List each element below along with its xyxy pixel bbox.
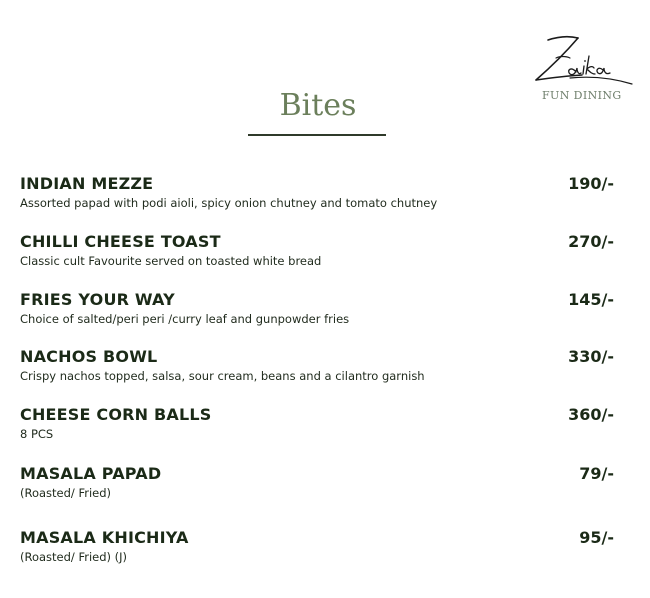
menu-item-price: 145/- [568,290,614,309]
menu-item-name: FRIES YOUR WAY [20,290,175,309]
menu-item-description: Crispy nachos topped, salsa, sour cream, beans and a cilantro garnish [20,369,425,383]
brand-tagline: FUN DINING [542,89,622,102]
zaika-script-logo-icon [526,28,636,88]
menu-item-price: 360/- [568,405,614,424]
menu-item-description: 8 PCS [20,427,54,441]
menu-item-name: MASALA PAPAD [20,464,162,483]
title-divider [248,134,386,136]
menu-item-name: MASALA KHICHIYA [20,528,189,547]
menu-item [20,347,620,395]
menu-item [20,528,620,576]
menu-item-price: 330/- [568,347,614,366]
menu-item [20,464,620,512]
menu-item [20,405,620,453]
menu-item-description: Choice of salted/peri peri /curry leaf and gunpowder fries [20,312,350,326]
menu-item-description: (Roasted/ Fried) [20,486,112,500]
section-title: Bites [279,88,357,123]
menu-item [20,174,620,222]
menu-item-name: CHILLI CHEESE TOAST [20,232,221,251]
brand-logo [520,22,640,106]
menu-item-price: 270/- [568,232,614,251]
menu-item [20,232,620,280]
menu-item-name: CHEESE CORN BALLS [20,405,212,424]
menu-item-description: Classic cult Favourite served on toasted white bread [20,254,322,268]
menu-item-name: INDIAN MEZZE [20,174,154,193]
menu-item-description: (Roasted/ Fried) (J) [20,550,128,564]
menu-item [20,290,620,338]
menu-item-price: 95/- [579,528,614,547]
menu-item-price: 190/- [568,174,614,193]
menu-item-description: Assorted papad with podi aioli, spicy onion chutney and tomato chutney [20,196,438,210]
menu-item-name: NACHOS BOWL [20,347,158,366]
menu-item-price: 79/- [579,464,614,483]
